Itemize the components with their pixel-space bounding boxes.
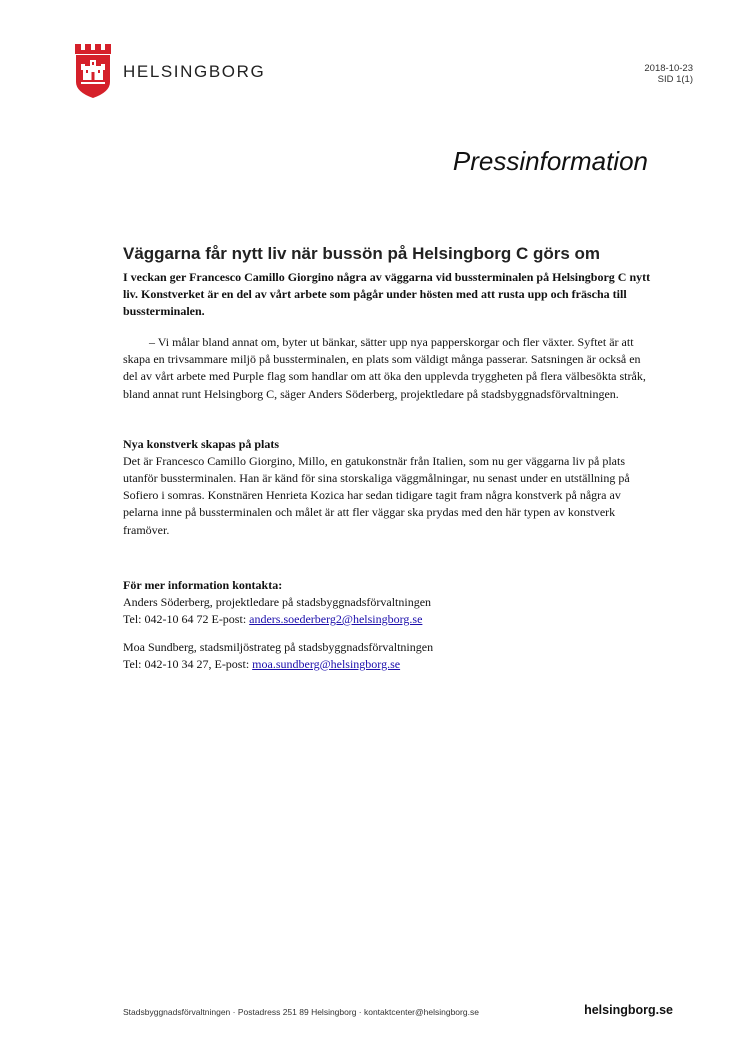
article-body: Det är Francesco Camillo Giorgino, Millo, en gatukonstnär från Italien, som nu ger väggarna liv på plats utanför bussterminalen. Han är känd för sina storskaliga väggmålningar, nu senast under en utställning på Sofiero i somras. Konstnären Henrieta Kozica har sedan tidigare tagit fram några konstverk på några av pelarna inne på bussterminalen och målet är att fler väggar ska prydas med den här typen av konstverk framöver. — [123, 453, 630, 537]
article-lead: I veckan ger Francesco Camillo Giorgino några av väggarna vid bussterminalen på Helsingborg C nytt liv. Konstverket är en del av vårt arbete som pågår under hösten med att rusta upp och fräscha till bussterminalen. — [123, 270, 651, 318]
article-title: Väggarna får nytt liv när bussön på Helsingborg C görs om — [123, 244, 601, 263]
contact-email-link[interactable]: anders.soederberg2@helsingborg.se — [249, 611, 423, 626]
footer-address: Stadsbyggnadsförvaltningen · Postadress 251 89 Helsingborg · kontaktcenter@helsingborg.se — [123, 1007, 479, 1017]
article-subheading: Nya konstverk skapas på plats — [123, 436, 280, 451]
contact-phone-line — [123, 656, 651, 673]
contact-name: Anders Söderberg, projektledare på stadsbyggnadsförvaltningen — [123, 594, 432, 609]
article-quote: – Vi målar bland annat om, byter ut bänkar, sätter upp nya papperskorgar och fler växter. Syftet är att skapa en trivsammare miljö på bussterminalen, en plats som väldigt många passerar. Satsningen är också en del av vårt arbete med Purple flag som handlar om att öka den upplevda tryggheten på flera välbesökta stråk, bland annat runt Helsingborg C, säger Anders Söderberg, projektledare på stadsbyggnadsförvaltningen. — [123, 335, 646, 401]
contact-phone: Tel: 042-10 34 27, E-post: — [123, 656, 253, 671]
brand-name: HELSINGBORG — [123, 62, 266, 81]
contact-phone: Tel: 042-10 64 72 E-post: — [123, 611, 250, 626]
document-date: 2018-10-23 — [644, 63, 693, 74]
contact-name: Moa Sundberg, stadsmiljöstrateg på stadsbyggnadsförvaltningen — [123, 639, 434, 654]
page-number: SID 1(1) — [657, 74, 693, 85]
document-type: Pressinformation — [452, 146, 648, 176]
contact-phone-line — [123, 611, 651, 628]
footer-site: helsingborg.se — [584, 1003, 673, 1017]
contact-card — [123, 594, 651, 628]
contact-card — [123, 639, 651, 673]
helsingborg-crest-logo — [75, 44, 111, 98]
contact-email-link[interactable]: moa.sundberg@helsingborg.se — [252, 656, 401, 671]
article — [123, 244, 651, 673]
document-meta — [644, 63, 693, 85]
contacts-heading: För mer information kontakta: — [123, 577, 283, 592]
